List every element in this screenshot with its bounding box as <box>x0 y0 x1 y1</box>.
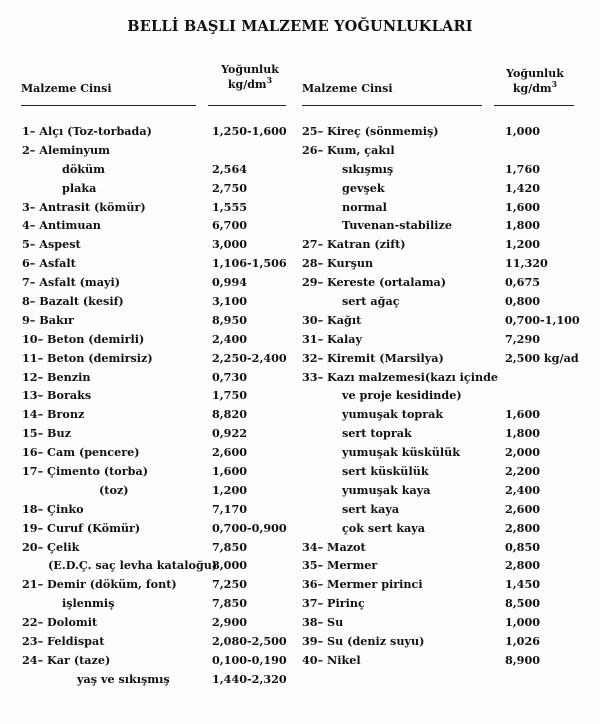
table-row <box>300 651 600 670</box>
density-value: 7,170 <box>212 501 248 516</box>
table-row <box>0 160 300 179</box>
right-density-unit <box>490 81 580 96</box>
material-name: 21– Demir (döküm, font) <box>22 577 177 592</box>
material-name: 16– Cam (pencere) <box>22 445 140 460</box>
density-value: 8,950 <box>212 312 248 327</box>
table-row <box>0 368 300 387</box>
density-value: 0,800 <box>505 294 541 309</box>
table-row <box>300 179 600 198</box>
table-row <box>300 141 600 160</box>
table-row <box>300 273 600 292</box>
right-header-rule <box>302 105 482 106</box>
density-value: 2,080-2,500 <box>212 634 287 649</box>
density-value: 2,600 <box>212 445 248 460</box>
material-name: sert toprak <box>342 426 412 441</box>
table-row <box>0 651 300 670</box>
density-value: 2,800 <box>505 520 541 535</box>
left-density-unit-text: kg/dm <box>227 78 267 91</box>
table-row <box>300 292 600 311</box>
density-value: 1,106-1,506 <box>212 256 287 271</box>
density-value: 0,675 <box>505 275 541 290</box>
table-row <box>0 292 300 311</box>
material-name: 13– Boraks <box>22 388 92 403</box>
material-name: 3– Antrasit (kömür) <box>22 199 146 214</box>
right-material-header: Malzeme Cinsi <box>302 82 393 95</box>
material-name: 4– Antimuan <box>22 218 101 233</box>
right-density-unit-sup: 3 <box>551 79 558 89</box>
material-name: 6– Asfalt <box>22 256 76 271</box>
material-name: 34– Mazot <box>302 539 366 554</box>
density-value: 2,900 <box>212 615 248 630</box>
table-row <box>0 179 300 198</box>
table-row <box>0 349 300 368</box>
material-name: 36– Mermer pirinci <box>302 577 423 592</box>
material-name: yumuşak toprak <box>342 407 444 422</box>
table-row <box>0 424 300 443</box>
left-density-unit <box>205 77 295 92</box>
density-value: 8,500 <box>505 596 541 611</box>
table-row <box>0 141 300 160</box>
density-value: 8,900 <box>505 652 541 667</box>
density-value: 7,250 <box>212 577 248 592</box>
material-name: 15– Buz <box>22 426 71 441</box>
material-name: 24– Kar (taze) <box>22 652 111 667</box>
table-row <box>0 575 300 594</box>
table-row <box>300 519 600 538</box>
table-row <box>0 386 300 405</box>
table-row <box>300 443 600 462</box>
table-row <box>0 405 300 424</box>
material-name: 27– Katran (zift) <box>302 237 406 252</box>
density-value: 7,850 <box>212 539 248 554</box>
material-name: 33– Kazı malzemesi(kazı içinde <box>302 369 499 384</box>
material-name: gevşek <box>342 180 385 195</box>
table-row <box>0 632 300 651</box>
material-name: 20– Çelik <box>22 539 80 554</box>
table-row <box>0 122 300 141</box>
density-value: 0,100-0,190 <box>212 652 287 667</box>
material-name: 5– Aspest <box>22 237 81 252</box>
density-value: 0,850 <box>505 539 541 554</box>
material-name: 17– Çimento (torba) <box>22 464 149 479</box>
table-row <box>300 405 600 424</box>
material-name: yumuşak küskülük <box>342 445 461 460</box>
density-value: 0,730 <box>212 369 248 384</box>
table-row <box>300 198 600 217</box>
material-name: 39– Su (deniz suyu) <box>302 634 425 649</box>
left-header-rule <box>21 105 196 106</box>
table-row <box>300 235 600 254</box>
material-name: ve proje kesidinde) <box>342 388 462 403</box>
material-name: 32– Kiremit (Marsilya) <box>302 350 444 365</box>
table-row <box>0 556 300 575</box>
density-value: 1,750 <box>212 388 248 403</box>
table-row <box>0 235 300 254</box>
page-title: BELLİ BAŞLI MALZEME YOĞUNLUKLARI <box>127 18 473 35</box>
right-density-title: Yoğunluk <box>506 67 564 80</box>
table-row <box>300 349 600 368</box>
density-value: 2,564 <box>212 161 248 176</box>
right-density-rule <box>494 105 574 106</box>
table-row <box>300 330 600 349</box>
table-row <box>0 594 300 613</box>
density-value: 1,026 <box>505 634 541 649</box>
left-density-rule <box>208 105 286 106</box>
material-name: yumuşak kaya <box>342 482 431 497</box>
density-value: 7,290 <box>505 331 541 346</box>
table-row <box>0 254 300 273</box>
table-row <box>300 538 600 557</box>
material-name: yaş ve sıkışmış <box>77 671 170 686</box>
table-row <box>0 311 300 330</box>
density-value: 2,400 <box>212 331 248 346</box>
material-name: 29– Kereste (ortalama) <box>302 275 447 290</box>
density-value: 1,440-2,320 <box>212 671 287 686</box>
material-name: sert küskülük <box>342 464 429 479</box>
material-name: (E.D.Ç. saç levha kataloğu) <box>48 558 218 573</box>
material-name: 2– Aleminyum <box>22 142 111 157</box>
material-name: 35– Mermer <box>302 558 378 573</box>
density-value: 1,800 <box>505 218 541 233</box>
table-row <box>0 538 300 557</box>
material-name: 9– Bakır <box>22 312 74 327</box>
material-name: sert ağaç <box>342 294 400 309</box>
material-name: 10– Beton (demirli) <box>22 331 145 346</box>
density-value: 2,400 <box>505 482 541 497</box>
material-name: sıkışmış <box>342 161 394 176</box>
right-density-unit-text: kg/dm <box>512 82 552 95</box>
table-row <box>0 462 300 481</box>
density-value: 1,800 <box>505 426 541 441</box>
material-name: 26– Kum, çakıl <box>302 142 395 157</box>
table-row <box>0 500 300 519</box>
material-name: 38– Su <box>302 615 344 630</box>
material-name: 28– Kurşun <box>302 256 374 271</box>
material-name: döküm <box>62 161 106 176</box>
table-row <box>0 330 300 349</box>
table-row <box>0 443 300 462</box>
density-value: 8,820 <box>212 407 248 422</box>
density-value: 1,250-1,600 <box>212 124 287 138</box>
material-name: 37– Pirinç <box>302 596 365 611</box>
material-name: 7– Asfalt (mayi) <box>22 275 121 290</box>
right-table <box>300 122 600 670</box>
table-row <box>0 613 300 632</box>
material-name: sert kaya <box>342 501 400 516</box>
table-row <box>300 462 600 481</box>
table-row <box>300 481 600 500</box>
material-name: 12– Benzin <box>22 369 91 384</box>
density-value: 1,600 <box>505 407 541 422</box>
density-value: 2,200 <box>505 464 541 479</box>
density-value: 1,000 <box>505 615 541 630</box>
table-row <box>300 575 600 594</box>
material-name: 19– Curuf (Kömür) <box>22 520 141 535</box>
table-row <box>300 594 600 613</box>
density-value: 2,250-2,400 <box>212 350 287 365</box>
density-value: 0,700-0,900 <box>212 520 287 535</box>
density-value: 1,450 <box>505 577 541 592</box>
left-table <box>0 122 300 689</box>
left-material-header: Malzeme Cinsi <box>21 82 112 95</box>
table-row <box>300 254 600 273</box>
material-name: çok sert kaya <box>342 520 426 535</box>
left-density-title: Yoğunluk <box>221 63 279 76</box>
material-name: 11– Beton (demirsiz) <box>22 350 153 365</box>
density-value: 1,200 <box>212 482 248 497</box>
material-name: işlenmiş <box>62 596 115 611</box>
material-name: 22– Dolomit <box>22 615 98 630</box>
density-value: 1,000 <box>505 124 541 138</box>
table-row <box>0 670 300 689</box>
table-row <box>0 519 300 538</box>
table-row <box>300 160 600 179</box>
material-name: 14– Bronz <box>22 407 85 422</box>
material-name: Tuvenan-stabilize <box>342 218 452 233</box>
material-name: 30– Kağıt <box>302 312 362 327</box>
table-row <box>0 198 300 217</box>
density-value: 2,750 <box>212 180 248 195</box>
material-name: (toz) <box>99 482 129 497</box>
left-density-unit-sup: 3 <box>266 75 273 85</box>
table-row <box>300 632 600 651</box>
density-value: 0,700-1,100 <box>505 312 580 327</box>
table-row <box>300 424 600 443</box>
material-name: plaka <box>62 180 97 195</box>
density-value: 1,760 <box>505 161 541 176</box>
table-row <box>300 122 600 141</box>
density-value: 2,800 <box>505 558 541 573</box>
density-value: 1,600 <box>212 464 248 479</box>
density-value: 1,555 <box>212 199 248 214</box>
table-row <box>300 556 600 575</box>
density-value: 1,600 <box>505 199 541 214</box>
material-name: 1– Alçı (Toz-torbada) <box>22 124 152 138</box>
density-value: 1,200 <box>505 237 541 252</box>
table-row <box>300 613 600 632</box>
table-row <box>300 311 600 330</box>
density-value: 11,320 <box>505 256 548 271</box>
material-name: 23– Feldispat <box>22 634 105 649</box>
material-name: 25– Kireç (sönmemiş) <box>302 124 439 138</box>
table-row <box>300 500 600 519</box>
density-value: 0,994 <box>212 275 248 290</box>
density-value: 3,000 <box>212 237 248 252</box>
material-name: normal <box>342 199 387 214</box>
material-name: 40– Nikel <box>302 652 361 667</box>
density-value: 3,100 <box>212 294 248 309</box>
left-density-header <box>205 62 295 92</box>
density-value: 2,000 <box>505 445 541 460</box>
density-value: 8,000 <box>212 558 248 573</box>
density-value: 0,922 <box>212 426 248 441</box>
table-row <box>300 216 600 235</box>
density-value: 2,500 kg/ad <box>505 350 579 365</box>
table-row <box>300 386 600 405</box>
density-value: 7,850 <box>212 596 248 611</box>
material-name: 8– Bazalt (kesif) <box>22 294 124 309</box>
table-row <box>0 216 300 235</box>
right-density-header <box>490 66 580 96</box>
material-name: 31– Kalay <box>302 331 363 346</box>
density-value: 1,420 <box>505 180 541 195</box>
material-name: 18– Çinko <box>22 501 84 516</box>
table-row <box>300 368 600 387</box>
table-row <box>0 273 300 292</box>
density-value: 2,600 <box>505 501 541 516</box>
table-row <box>0 481 300 500</box>
density-value: 6,700 <box>212 218 248 233</box>
